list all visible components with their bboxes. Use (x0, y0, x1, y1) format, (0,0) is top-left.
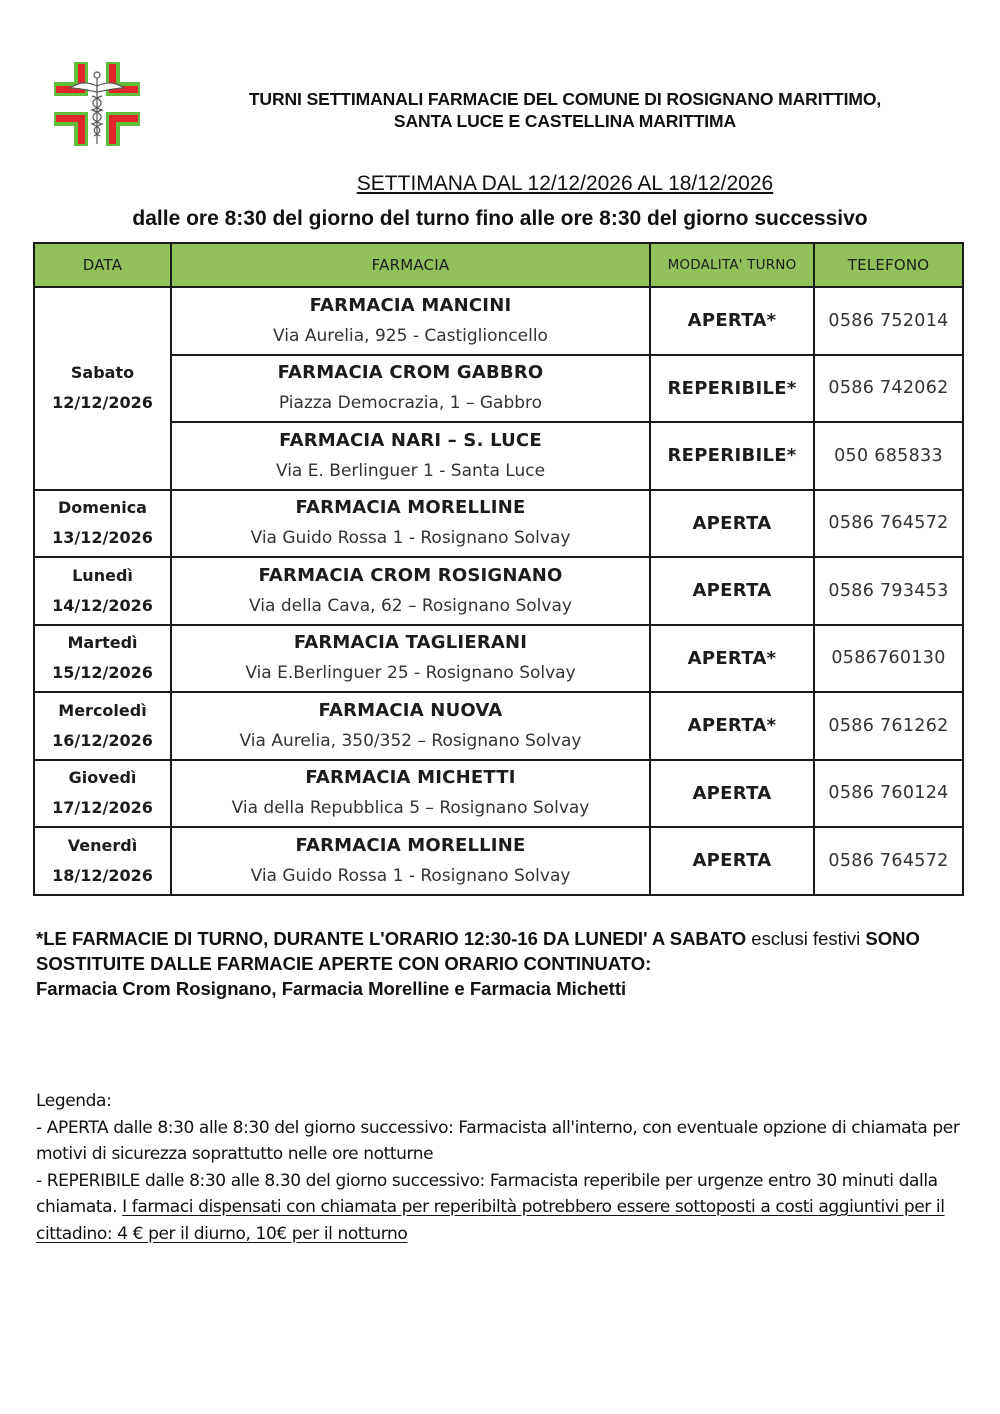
day-cell (34, 760, 171, 828)
day-date: 15/12/2026 (52, 663, 153, 683)
week-range: SETTIMANA DAL 12/12/2026 AL 18/12/2026 (356, 172, 774, 195)
pharmacy-name: FARMACIA NUOVA (318, 699, 503, 721)
pharmacy-name: FARMACIA NARI – S. LUCE (279, 429, 542, 451)
legend-aperta: - APERTA dalle 8:30 alle 8:30 del giorno successivo: Farmacista all'interno, con eventuale opzione di chiamata per motivi di sicurezza soprattutto nelle ore notturne (36, 1117, 960, 1164)
day-date: 12/12/2026 (52, 393, 153, 413)
pharmacy-address: Via Guido Rossa 1 - Rosignano Solvay (250, 528, 571, 549)
table-row (34, 355, 963, 423)
column-header-telefono: TELEFONO (814, 243, 963, 287)
pharmacy-cell (171, 827, 650, 895)
pharmacy-cell (171, 355, 650, 423)
title-line-2: SANTA LUCE E CASTELLINA MARITTIMA (393, 111, 737, 131)
phone-number: 0586 760124 (814, 760, 963, 828)
pharmacy-cell (171, 490, 650, 558)
pharmacy-address: Via Guido Rossa 1 - Rosignano Solvay (250, 865, 571, 886)
pharmacy-name: FARMACIA CROM ROSIGNANO (258, 564, 563, 586)
shift-mode: APERTA* (650, 287, 814, 355)
table-row (34, 422, 963, 490)
pharmacy-name: FARMACIA CROM GABBRO (277, 362, 544, 384)
day-cell (34, 827, 171, 895)
phone-number: 0586 764572 (814, 827, 963, 895)
legend-reperibile (36, 1168, 976, 1248)
legend-extra-costs: I farmaci dispensati con chiamata per reperibiltà potrebbero essere sottoposti a costi aggiuntivi per il cittadino: 4 € per il diurno, 10€ per il notturno (36, 1197, 945, 1244)
pharmacy-name: FARMACIA MORELLINE (295, 834, 526, 856)
note-part-1: *LE FARMACIE DI TURNO, DURANTE L'ORARIO 12:30-16 DA LUNEDI' A SABATO (36, 928, 747, 949)
note-part-2: esclusi festivi (746, 928, 866, 949)
day-name: Lunedì (72, 565, 133, 585)
shift-mode: REPERIBILE* (650, 355, 814, 423)
day-date: 14/12/2026 (52, 595, 153, 615)
day-cell (34, 287, 171, 490)
pharmacy-address: Via della Cava, 62 – Rosignano Solvay (249, 595, 572, 616)
shift-mode: APERTA* (650, 692, 814, 760)
pharmacy-address: Via della Repubblica 5 – Rosignano Solvay (231, 798, 590, 819)
day-name: Giovedì (68, 768, 137, 788)
pharmacy-cell (171, 692, 650, 760)
pharmacy-name: FARMACIA TAGLIERANI (293, 632, 528, 654)
shift-hours: dalle ore 8:30 del giorno del turno fino alle ore 8:30 del giorno successivo (132, 207, 868, 230)
note-part-3: SONO SOSTITUITE DALLE FARMACIE APERTE CON ORARIO CONTINUATO: (36, 928, 920, 974)
table-row (34, 760, 963, 828)
phone-number: 0586 793453 (814, 557, 963, 625)
shift-mode: APERTA (650, 557, 814, 625)
day-name: Domenica (58, 498, 147, 518)
day-name: Sabato (70, 363, 135, 383)
pharmacy-cell (171, 760, 650, 828)
pharmacy-name: FARMACIA MORELLINE (295, 497, 526, 519)
pharmacy-name: FARMACIA MICHETTI (305, 767, 516, 789)
pharmacy-cross-logo (54, 62, 140, 146)
pharmacy-address: Via Aurelia, 350/352 – Rosignano Solvay (239, 730, 582, 751)
shift-mode: APERTA (650, 760, 814, 828)
column-header-farmacia: FARMACIA (171, 243, 650, 287)
legend (36, 1088, 976, 1247)
phone-number: 0586 752014 (814, 287, 963, 355)
document-title (180, 88, 950, 132)
continuous-hours-note (36, 926, 966, 1001)
shift-mode: REPERIBILE* (650, 422, 814, 490)
table-row (34, 827, 963, 895)
column-header-modalita: MODALITA' TURNO (650, 243, 814, 287)
table-row (34, 557, 963, 625)
day-date: 13/12/2026 (52, 528, 153, 548)
title-line-1: TURNI SETTIMANALI FARMACIE DEL COMUNE DI ROSIGNANO MARITTIMO, (248, 89, 882, 109)
pharmacy-cell (171, 625, 650, 693)
phone-number: 0586 761262 (814, 692, 963, 760)
shift-mode: APERTA* (650, 625, 814, 693)
pharmacy-address: Via Aurelia, 925 - Castiglioncello (273, 325, 548, 346)
shift-mode: APERTA (650, 490, 814, 558)
pharmacy-cell (171, 422, 650, 490)
day-name: Martedì (67, 633, 138, 653)
pharmacy-address: Piazza Democrazia, 1 – Gabbro (278, 393, 543, 414)
pharmacy-address: Via E.Berlinguer 25 - Rosignano Solvay (245, 663, 576, 684)
day-date: 17/12/2026 (52, 798, 153, 818)
day-cell (34, 692, 171, 760)
day-cell (34, 625, 171, 693)
phone-number: 0586 742062 (814, 355, 963, 423)
table-row (34, 692, 963, 760)
pharmacy-cell (171, 557, 650, 625)
day-date: 18/12/2026 (52, 865, 153, 885)
shift-mode: APERTA (650, 827, 814, 895)
table-row (34, 490, 963, 558)
phone-number: 0586 764572 (814, 490, 963, 558)
legend-title: Legenda: (36, 1091, 112, 1111)
pharmacy-schedule-table (33, 242, 964, 896)
phone-number: 050 685833 (814, 422, 963, 490)
note-part-4: Farmacia Crom Rosignano, Farmacia Morelline e Farmacia Michetti (36, 978, 627, 999)
table-row (34, 287, 963, 355)
day-cell (34, 490, 171, 558)
pharmacy-address: Via E. Berlinguer 1 - Santa Luce (275, 460, 546, 481)
column-header-data: DATA (34, 243, 171, 287)
table-header-row (34, 243, 963, 287)
day-cell (34, 557, 171, 625)
day-date: 16/12/2026 (52, 730, 153, 750)
phone-number: 0586760130 (814, 625, 963, 693)
caduceus-cross-icon (54, 62, 140, 146)
pharmacy-name: FARMACIA MANCINI (309, 294, 512, 316)
legend-reperibile-text: - REPERIBILE dalle 8:30 alle 8.30 del giorno successivo: Farmacista reperibile per urgenze entro 30 minuti dalla chiamata. (36, 1170, 938, 1217)
pharmacy-cell (171, 287, 650, 355)
day-name: Mercoledì (58, 700, 147, 720)
table-row (34, 625, 963, 693)
day-name: Venerdì (67, 835, 138, 855)
